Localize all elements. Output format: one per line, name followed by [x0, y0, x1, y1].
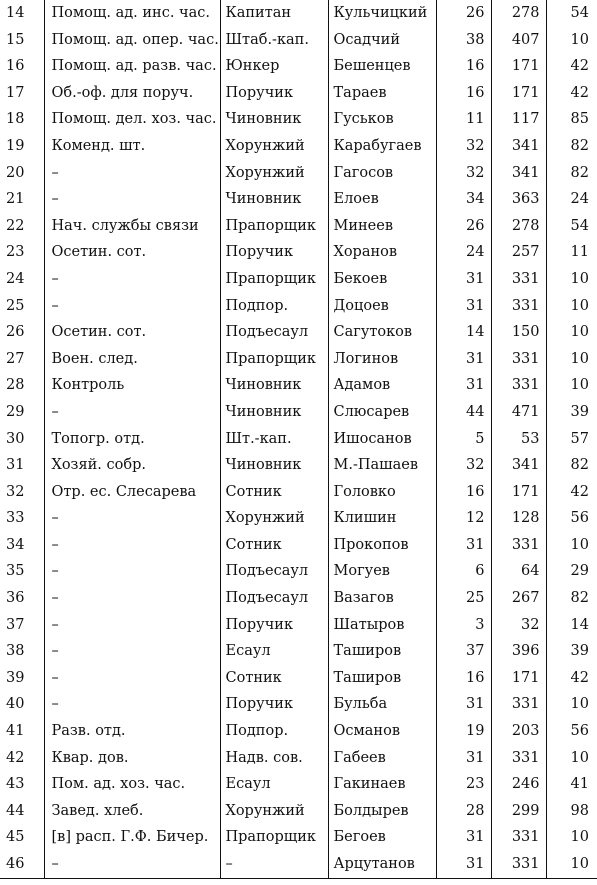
value-a-cell: 16	[436, 80, 491, 107]
table-row	[0, 532, 597, 559]
rank-cell: Штаб.-кап.	[220, 27, 328, 54]
row-number: 28	[6, 377, 25, 394]
value-a-cell: 31	[436, 691, 491, 718]
surname-cell: Тараев	[328, 80, 436, 107]
value-a-cell: 11	[436, 106, 491, 133]
row-number: 19	[6, 137, 25, 154]
value-a-cell: 31	[436, 266, 491, 293]
table-row	[0, 160, 597, 187]
rank-cell: Шт.-кап.	[220, 426, 328, 453]
row-number: 16	[6, 58, 25, 75]
value-c-cell: 57	[546, 426, 597, 453]
rank-cell: Чиновник	[220, 452, 328, 479]
row-number: 15	[6, 31, 25, 48]
value-a-cell: 3	[436, 612, 491, 639]
unit-cell: Помощ. ад. разв. час.	[44, 53, 220, 80]
value-c-cell: 24	[546, 186, 597, 213]
unit-cell: Топогр. отд.	[44, 426, 220, 453]
surname-cell: Слюсарев	[328, 399, 436, 426]
row-number: 32	[6, 483, 25, 500]
value-b-cell: 171	[491, 80, 546, 107]
unit-cell: Разв. отд.	[44, 718, 220, 745]
row-number: 43	[6, 776, 25, 793]
table-row	[0, 266, 597, 293]
surname-cell: Ишосанов	[328, 426, 436, 453]
surname-cell: Логинов	[328, 346, 436, 373]
value-c-cell: 85	[546, 106, 597, 133]
surname-cell: Хоранов	[328, 239, 436, 266]
surname-cell: Адамов	[328, 372, 436, 399]
row-number: 41	[6, 723, 25, 740]
table-row	[0, 0, 597, 27]
value-b-cell: 257	[491, 239, 546, 266]
value-c-cell: 56	[546, 505, 597, 532]
table-row	[0, 186, 597, 213]
value-c-cell: 10	[546, 824, 597, 851]
table-row	[0, 399, 597, 426]
table-row	[0, 80, 597, 107]
value-c-cell: 42	[546, 80, 597, 107]
surname-cell: Клишин	[328, 505, 436, 532]
value-b-cell: 363	[491, 186, 546, 213]
surname-cell: Прокопов	[328, 532, 436, 559]
rank-cell: Чиновник	[220, 106, 328, 133]
row-number: 25	[6, 297, 25, 314]
rank-cell: Сотник	[220, 479, 328, 506]
unit-cell: Осетин. сот.	[44, 319, 220, 346]
surname-cell: Бекоев	[328, 266, 436, 293]
value-c-cell: 10	[546, 532, 597, 559]
value-a-cell: 34	[436, 186, 491, 213]
value-a-cell: 31	[436, 851, 491, 878]
value-b-cell: 246	[491, 771, 546, 798]
rank-cell: Хорунжий	[220, 505, 328, 532]
value-a-cell: 16	[436, 53, 491, 80]
surname-cell: Гакинаев	[328, 771, 436, 798]
unit-cell: Об.-оф. для поруч.	[44, 80, 220, 107]
table-row	[0, 372, 597, 399]
value-b-cell: 171	[491, 665, 546, 692]
value-a-cell: 31	[436, 532, 491, 559]
value-a-cell: 24	[436, 239, 491, 266]
value-a-cell: 31	[436, 293, 491, 320]
value-a-cell: 28	[436, 798, 491, 825]
surname-cell: Бешенцев	[328, 53, 436, 80]
rank-cell: –	[220, 851, 328, 878]
value-b-cell: 331	[491, 851, 546, 878]
row-number: 21	[6, 191, 25, 208]
table-row	[0, 479, 597, 506]
rank-cell: Поручик	[220, 612, 328, 639]
value-c-cell: 14	[546, 612, 597, 639]
unit-cell: Пом. ад. хоз. час.	[44, 771, 220, 798]
unit-cell: Осетин. сот.	[44, 239, 220, 266]
rank-cell: Капитан	[220, 0, 328, 27]
unit-cell: –	[44, 612, 220, 639]
table-row	[0, 452, 597, 479]
value-a-cell: 19	[436, 718, 491, 745]
value-b-cell: 171	[491, 53, 546, 80]
value-a-cell: 31	[436, 372, 491, 399]
table-row	[0, 665, 597, 692]
value-c-cell: 41	[546, 771, 597, 798]
value-c-cell: 10	[546, 851, 597, 878]
table-row	[0, 53, 597, 80]
value-c-cell: 98	[546, 798, 597, 825]
value-b-cell: 128	[491, 505, 546, 532]
value-b-cell: 278	[491, 213, 546, 240]
rank-cell: Есаул	[220, 771, 328, 798]
value-a-cell: 37	[436, 638, 491, 665]
value-a-cell: 31	[436, 824, 491, 851]
table-row	[0, 213, 597, 240]
value-b-cell: 299	[491, 798, 546, 825]
unit-cell: –	[44, 532, 220, 559]
unit-cell: –	[44, 293, 220, 320]
table-row	[0, 27, 597, 54]
rank-cell: Хорунжий	[220, 133, 328, 160]
value-b-cell: 53	[491, 426, 546, 453]
row-number: 44	[6, 802, 25, 819]
value-a-cell: 16	[436, 479, 491, 506]
row-number: 45	[6, 829, 25, 846]
table-row	[0, 239, 597, 266]
row-number: 31	[6, 457, 25, 474]
rank-cell: Подпор.	[220, 293, 328, 320]
rank-cell: Подъесаул	[220, 319, 328, 346]
surname-cell: Таширов	[328, 665, 436, 692]
rank-cell: Подпор.	[220, 718, 328, 745]
rank-cell: Чиновник	[220, 399, 328, 426]
unit-cell: Помощ. ад. инс. час.	[44, 0, 220, 27]
surname-cell: М.-Пашаев	[328, 452, 436, 479]
value-c-cell: 11	[546, 239, 597, 266]
unit-cell: –	[44, 266, 220, 293]
value-b-cell: 341	[491, 452, 546, 479]
value-c-cell: 39	[546, 638, 597, 665]
row-number: 39	[6, 669, 25, 686]
value-a-cell: 26	[436, 0, 491, 27]
table-row	[0, 106, 597, 133]
value-a-cell: 32	[436, 452, 491, 479]
table-row	[0, 426, 597, 453]
unit-cell: Помощ. дел. хоз. час.	[44, 106, 220, 133]
value-a-cell: 23	[436, 771, 491, 798]
value-a-cell: 32	[436, 160, 491, 187]
surname-cell: Болдырев	[328, 798, 436, 825]
row-number: 20	[6, 164, 25, 181]
row-number: 42	[6, 749, 25, 766]
unit-cell: –	[44, 399, 220, 426]
table-row	[0, 558, 597, 585]
row-number: 14	[6, 5, 25, 21]
row-number: 29	[6, 403, 25, 420]
table-row	[0, 771, 597, 798]
surname-cell: Кульчицкий	[328, 0, 436, 27]
unit-cell: –	[44, 505, 220, 532]
unit-cell: –	[44, 186, 220, 213]
value-a-cell: 31	[436, 346, 491, 373]
row-number: 33	[6, 510, 25, 527]
unit-cell: –	[44, 691, 220, 718]
row-number: 37	[6, 616, 25, 633]
surname-cell: Сагутоков	[328, 319, 436, 346]
value-a-cell: 26	[436, 213, 491, 240]
surname-cell: Таширов	[328, 638, 436, 665]
table-row	[0, 824, 597, 851]
row-number: 26	[6, 324, 25, 341]
value-b-cell: 341	[491, 160, 546, 187]
value-a-cell: 6	[436, 558, 491, 585]
unit-cell: Нач. службы связи	[44, 213, 220, 240]
value-c-cell: 82	[546, 133, 597, 160]
value-b-cell: 331	[491, 532, 546, 559]
unit-cell: –	[44, 638, 220, 665]
unit-cell: Хозяй. собр.	[44, 452, 220, 479]
surname-cell: Могуев	[328, 558, 436, 585]
value-b-cell: 267	[491, 585, 546, 612]
row-number: 35	[6, 563, 25, 580]
unit-cell: Завед. хлеб.	[44, 798, 220, 825]
value-b-cell: 150	[491, 319, 546, 346]
rank-cell: Чиновник	[220, 372, 328, 399]
value-a-cell: 38	[436, 27, 491, 54]
unit-cell: Коменд. шт.	[44, 133, 220, 160]
surname-cell: Османов	[328, 718, 436, 745]
table-row	[0, 585, 597, 612]
surname-cell: Осадчий	[328, 27, 436, 54]
surname-cell: Вазагов	[328, 585, 436, 612]
value-b-cell: 331	[491, 266, 546, 293]
value-c-cell: 10	[546, 266, 597, 293]
value-b-cell: 117	[491, 106, 546, 133]
row-number: 22	[6, 217, 25, 234]
value-c-cell: 10	[546, 372, 597, 399]
rank-cell: Надв. сов.	[220, 745, 328, 772]
value-b-cell: 331	[491, 691, 546, 718]
surname-cell: Доцоев	[328, 293, 436, 320]
table-row	[0, 346, 597, 373]
value-b-cell: 203	[491, 718, 546, 745]
value-b-cell: 341	[491, 133, 546, 160]
value-c-cell: 10	[546, 346, 597, 373]
unit-cell: –	[44, 665, 220, 692]
row-number: 23	[6, 244, 25, 261]
value-a-cell: 12	[436, 505, 491, 532]
row-number: 27	[6, 350, 25, 367]
value-b-cell: 331	[491, 824, 546, 851]
unit-cell: Помощ. ад. опер. час.	[44, 27, 220, 54]
row-number: 34	[6, 536, 25, 553]
surname-cell: Карабугаев	[328, 133, 436, 160]
unit-cell: –	[44, 160, 220, 187]
value-c-cell: 42	[546, 53, 597, 80]
value-c-cell: 82	[546, 452, 597, 479]
rank-cell: Поручик	[220, 691, 328, 718]
unit-cell: Контроль	[44, 372, 220, 399]
table-row	[0, 612, 597, 639]
value-a-cell: 25	[436, 585, 491, 612]
value-c-cell: 10	[546, 293, 597, 320]
unit-cell: –	[44, 558, 220, 585]
rank-cell: Поручик	[220, 239, 328, 266]
unit-cell: Отр. ес. Слесарева	[44, 479, 220, 506]
rank-cell: Юнкер	[220, 53, 328, 80]
value-b-cell: 331	[491, 372, 546, 399]
rank-cell: Подъесаул	[220, 558, 328, 585]
unit-cell: Квар. дов.	[44, 745, 220, 772]
surname-cell: Гуськов	[328, 106, 436, 133]
surname-cell: Бульба	[328, 691, 436, 718]
rank-cell: Поручик	[220, 80, 328, 107]
row-number: 38	[6, 643, 25, 660]
rank-cell: Прапорщик	[220, 213, 328, 240]
rank-cell: Чиновник	[220, 186, 328, 213]
rank-cell: Прапорщик	[220, 824, 328, 851]
value-c-cell: 10	[546, 691, 597, 718]
rank-cell: Хорунжий	[220, 160, 328, 187]
table-row	[0, 798, 597, 825]
rank-cell: Прапорщик	[220, 266, 328, 293]
table-row	[0, 293, 597, 320]
value-a-cell: 14	[436, 319, 491, 346]
table-row	[0, 505, 597, 532]
row-number: 17	[6, 84, 25, 101]
unit-cell: [в] расп. Г.Ф. Бичер.	[44, 824, 220, 851]
value-b-cell: 32	[491, 612, 546, 639]
row-number: 24	[6, 270, 25, 287]
surname-cell: Бегоев	[328, 824, 436, 851]
value-c-cell: 82	[546, 585, 597, 612]
unit-cell: –	[44, 851, 220, 878]
value-c-cell: 39	[546, 399, 597, 426]
value-b-cell: 396	[491, 638, 546, 665]
value-c-cell: 42	[546, 479, 597, 506]
table-row	[0, 691, 597, 718]
value-b-cell: 407	[491, 27, 546, 54]
value-b-cell: 171	[491, 479, 546, 506]
surname-cell: Гагосов	[328, 160, 436, 187]
unit-cell: –	[44, 585, 220, 612]
rank-cell: Сотник	[220, 665, 328, 692]
value-c-cell: 10	[546, 745, 597, 772]
value-a-cell: 31	[436, 745, 491, 772]
rank-cell: Прапорщик	[220, 346, 328, 373]
table-row	[0, 638, 597, 665]
value-a-cell: 5	[436, 426, 491, 453]
value-c-cell: 82	[546, 160, 597, 187]
value-b-cell: 331	[491, 745, 546, 772]
value-b-cell: 331	[491, 346, 546, 373]
value-c-cell: 10	[546, 27, 597, 54]
surname-cell: Минеев	[328, 213, 436, 240]
value-c-cell: 54	[546, 213, 597, 240]
table-row	[0, 718, 597, 745]
value-a-cell: 44	[436, 399, 491, 426]
rank-cell: Хорунжий	[220, 798, 328, 825]
value-c-cell: 29	[546, 558, 597, 585]
surname-cell: Елоев	[328, 186, 436, 213]
row-number: 30	[6, 430, 25, 447]
value-a-cell: 32	[436, 133, 491, 160]
value-b-cell: 331	[491, 293, 546, 320]
row-number: 18	[6, 111, 25, 128]
value-c-cell: 56	[546, 718, 597, 745]
row-number: 36	[6, 590, 25, 607]
rank-cell: Подъесаул	[220, 585, 328, 612]
table-row	[0, 319, 597, 346]
value-c-cell: 42	[546, 665, 597, 692]
value-b-cell: 64	[491, 558, 546, 585]
value-a-cell: 16	[436, 665, 491, 692]
surname-cell: Головко	[328, 479, 436, 506]
table-row	[0, 133, 597, 160]
row-number: 46	[0, 851, 44, 878]
value-c-cell: 54	[546, 0, 597, 27]
surname-cell: Арцутанов	[328, 851, 436, 878]
surname-cell: Шатыров	[328, 612, 436, 639]
surname-cell: Габеев	[328, 745, 436, 772]
rank-cell: Есаул	[220, 638, 328, 665]
row-number: 40	[6, 696, 25, 713]
table-row	[0, 851, 597, 878]
value-b-cell: 278	[491, 0, 546, 27]
rank-cell: Сотник	[220, 532, 328, 559]
table-row	[0, 745, 597, 772]
value-c-cell: 10	[546, 319, 597, 346]
value-b-cell: 471	[491, 399, 546, 426]
unit-cell: Воен. след.	[44, 346, 220, 373]
